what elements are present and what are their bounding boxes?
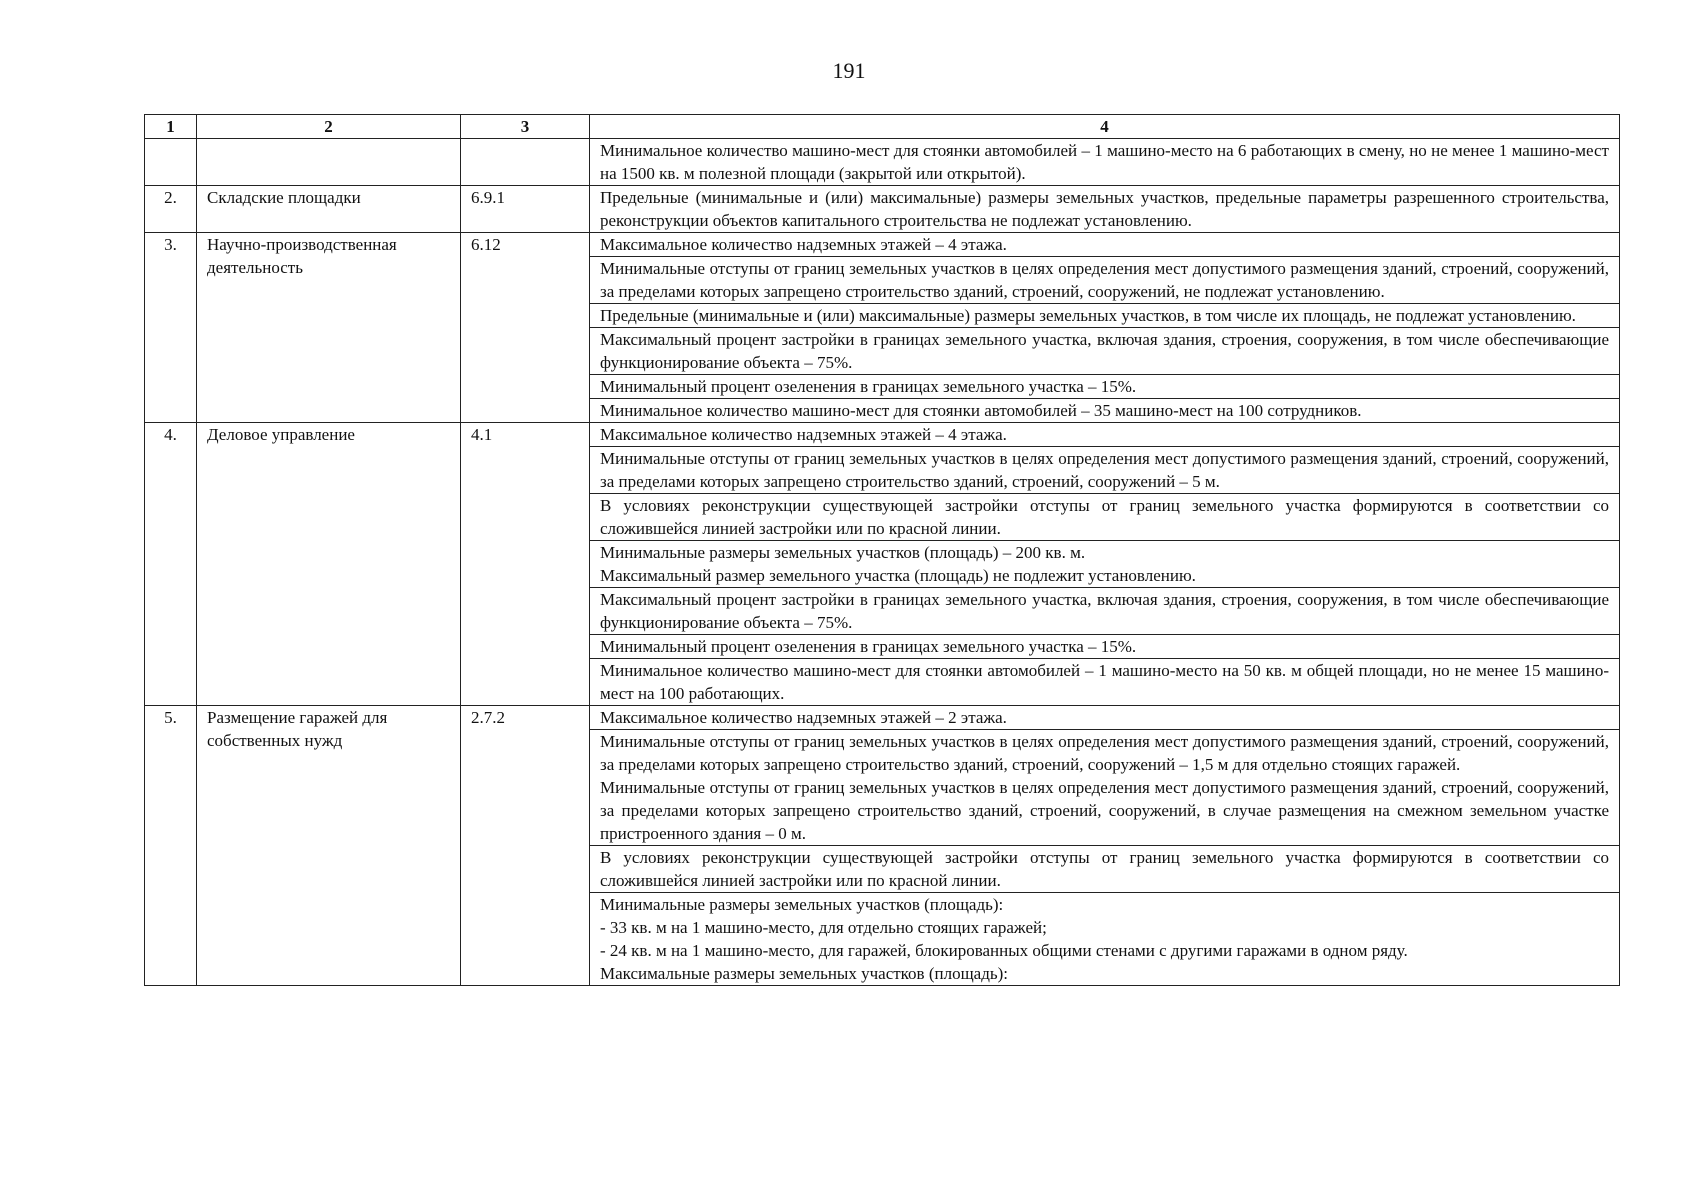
requirement-text: Минимальное количество машино-мест для стоянки автомобилей – 1 машино-место на 6 работающих в смену, но не менее 1 машино-мест на 1500 кв. м полезной площади (закрытой или открытой). <box>600 141 1609 183</box>
land-use-name: Деловое управление <box>197 423 461 706</box>
requirement-text: Максимальный размер земельного участка (площадь) не подлежит установлению. <box>600 566 1196 585</box>
table-row <box>145 186 1620 233</box>
land-use-name: Научно-производственная деятельность <box>197 233 461 423</box>
requirement-text: Минимальные размеры земельных участков (площадь) – 200 кв. м. <box>600 543 1086 562</box>
requirement-text: Минимальный процент озеленения в границах земельного участка – 15%. <box>600 377 1137 396</box>
requirement-text: Минимальное количество машино-мест для стоянки автомобилей – 35 машино-мест на 100 сотрудников. <box>600 401 1362 420</box>
requirement-cell <box>590 257 1620 304</box>
table-row <box>145 423 1620 447</box>
requirement-text: В условиях реконструкции существующей застройки отступы от границ земельного участка формируются в соответствии со сложившейся линией застройки или по красной линии. <box>600 848 1609 890</box>
requirement-text: - 33 кв. м на 1 машино-место, для отдельно стоящих гаражей; <box>600 918 1047 937</box>
requirement-text: Минимальное количество машино-мест для стоянки автомобилей – 1 машино-место на 50 кв. м общей площади, но не менее 15 машино-мест на 100 работающих. <box>600 661 1609 703</box>
requirement-cell <box>590 186 1620 233</box>
land-use-code: 6.9.1 <box>461 186 590 233</box>
column-header: 4 <box>590 115 1620 139</box>
requirement-text: Предельные (минимальные и (или) максимальные) размеры земельных участков, в том числе их площадь, не подлежат установлению. <box>600 306 1576 325</box>
requirement-cell <box>590 541 1620 588</box>
column-header: 3 <box>461 115 590 139</box>
column-header: 1 <box>145 115 197 139</box>
land-use-code: 2.7.2 <box>461 706 590 986</box>
column-header: 2 <box>197 115 461 139</box>
requirement-cell <box>590 399 1620 423</box>
requirement-text: Минимальные отступы от границ земельных участков в целях определения мест допустимого размещения зданий, строений, сооружений, за пределами которых запрещено строительство зданий, строений, сооружений – 5 м. <box>600 449 1609 491</box>
requirement-cell <box>590 328 1620 375</box>
requirement-cell <box>590 494 1620 541</box>
requirement-cell <box>590 635 1620 659</box>
requirement-cell <box>590 233 1620 257</box>
row-number: 3. <box>145 233 197 423</box>
requirement-cell <box>590 375 1620 399</box>
requirement-text: Минимальный процент озеленения в границах земельного участка – 15%. <box>600 637 1137 656</box>
table-body <box>145 139 1620 986</box>
land-use-name: Складские площадки <box>197 186 461 233</box>
requirement-text: Минимальные отступы от границ земельных участков в целях определения мест допустимого размещения зданий, строений, сооружений, за пределами которых запрещено строительство зданий, строений, сооружений, не подлежат установлению. <box>600 259 1609 301</box>
requirement-cell <box>590 139 1620 186</box>
land-use-code: 4.1 <box>461 423 590 706</box>
row-number: 2. <box>145 186 197 233</box>
requirement-cell <box>590 304 1620 328</box>
table-row <box>145 706 1620 730</box>
requirement-cell <box>590 706 1620 730</box>
row-number <box>145 139 197 186</box>
row-number: 5. <box>145 706 197 986</box>
requirement-text: Минимальные отступы от границ земельных участков в целях определения мест допустимого размещения зданий, строений, сооружений, за пределами которых запрещено строительство зданий, строений, сооружений, в случае размещения на смежном земельном участке пристроенного здания – 0 м. <box>600 778 1609 843</box>
requirement-text: Минимальные размеры земельных участков (площадь): <box>600 895 1004 914</box>
requirement-text: Максимальный процент застройки в границах земельного участка, включая здания, строения, сооружения, в том числе обеспечивающие функционирование объекта – 75%. <box>600 330 1609 372</box>
header-row <box>145 115 1620 139</box>
requirement-cell <box>590 447 1620 494</box>
requirement-cell <box>590 730 1620 846</box>
row-number: 4. <box>145 423 197 706</box>
land-use-name <box>197 139 461 186</box>
table-row <box>145 139 1620 186</box>
requirement-cell <box>590 659 1620 706</box>
land-use-code: 6.12 <box>461 233 590 423</box>
requirement-cell <box>590 588 1620 635</box>
requirement-text: Максимальные размеры земельных участков (площадь): <box>600 964 1008 983</box>
requirement-text: - 24 кв. м на 1 машино-место, для гаражей, блокированных общими стенами с другими гаражами в одном ряду. <box>600 941 1408 960</box>
land-use-name: Размещение гаражей для собственных нужд <box>197 706 461 986</box>
table-row <box>145 233 1620 257</box>
requirement-text: В условиях реконструкции существующей застройки отступы от границ земельного участка формируются в соответствии со сложившейся линией застройки или по красной линии. <box>600 496 1609 538</box>
requirement-text: Минимальные отступы от границ земельных участков в целях определения мест допустимого размещения зданий, строений, сооружений, за пределами которых запрещено строительство зданий, строений, сооружений – 1,5 м для отдельно стоящих гаражей. <box>600 732 1609 774</box>
page-number: 191 <box>832 58 866 83</box>
requirement-cell <box>590 846 1620 893</box>
land-use-code <box>461 139 590 186</box>
requirement-text: Предельные (минимальные и (или) максимальные) размеры земельных участков, предельные параметры разрешенного строительства, реконструкции объектов капитального строительства не подлежат установлению. <box>600 188 1609 230</box>
requirement-text: Максимальное количество надземных этажей – 4 этажа. <box>600 235 1007 254</box>
requirement-text: Максимальный процент застройки в границах земельного участка, включая здания, строения, сооружения, в том числе обеспечивающие функционирование объекта – 75%. <box>600 590 1609 632</box>
zoning-requirements-table <box>144 114 1620 986</box>
requirement-cell <box>590 423 1620 447</box>
requirement-text: Максимальное количество надземных этажей – 4 этажа. <box>600 425 1007 444</box>
requirement-cell <box>590 893 1620 986</box>
requirement-text: Максимальное количество надземных этажей – 2 этажа. <box>600 708 1007 727</box>
